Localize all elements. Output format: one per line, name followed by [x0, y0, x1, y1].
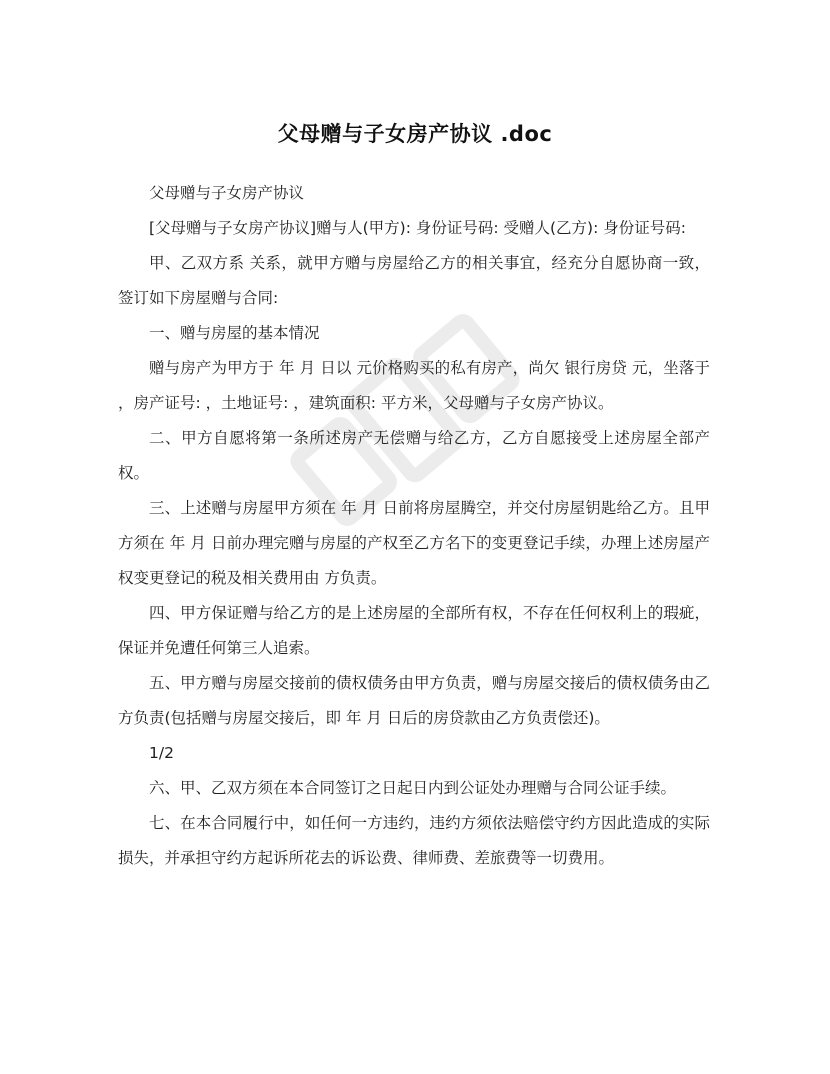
clause-five: 五、甲方赠与房屋交接前的债权债务由甲方负责，赠与房屋交接后的债权债务由乙方负责(包括赠与房屋交接后，即 年 月 日后的房贷款由乙方负责偿还)。 [118, 674, 710, 727]
clause-four: 四、甲方保证赠与给乙方的是上述房屋的全部所有权，不存在任何权利上的瑕疵，保证并免遭任何第三人追索。 [118, 604, 710, 657]
paragraph-preamble: 甲、乙双方系 关系，就甲方赠与房屋给乙方的相关事宜，经充分自愿协商一致，签订如下房屋赠与合同: [118, 254, 710, 307]
clause-seven: 七、在本合同履行中，如任何一方违约，违约方须依法赔偿守约方因此造成的实际损失，并承担守约方起诉所花去的诉讼费、律师费、差旅费等一切费用。 [118, 814, 710, 867]
section-heading-property: 一、赠与房屋的基本情况 [149, 324, 320, 342]
paragraph-parties: [父母赠与子女房产协议]赠与人(甲方): 身份证号码: 受赠人(乙方): 身份证号码: [149, 219, 686, 237]
clause-three: 三、上述赠与房屋甲方须在 年 月 日前将房屋腾空，并交付房屋钥匙给乙方。且甲方须在 年 月 日前办理完赠与房屋的产权至乙方名下的变更登记手续，办理上述房屋产权变更登记的税及相关费用由 方负责。 [118, 499, 710, 587]
document-body [118, 176, 710, 876]
clause-six: 六、甲、乙双方须在本合同签订之日起日内到公证处办理赠与合同公证手续。 [149, 779, 677, 797]
paragraph-property-details: 赠与房产为甲方于 年 月 日以 元价格购买的私有房产，尚欠 银行房贷 元，坐落于 ，房产证号: ，土地证号: ，建筑面积: 平方米，父母赠与子女房产协议。 [118, 359, 710, 412]
page-title: 父母赠与子女房产协议 .doc [277, 122, 553, 146]
page-number: 1/2 [149, 744, 174, 762]
clause-two: 二、甲方自愿将第一条所述房产无偿赠与给乙方，乙方自愿接受上述房屋全部产权。 [118, 429, 710, 482]
paragraph-heading: 父母赠与子女房产协议 [149, 184, 305, 202]
